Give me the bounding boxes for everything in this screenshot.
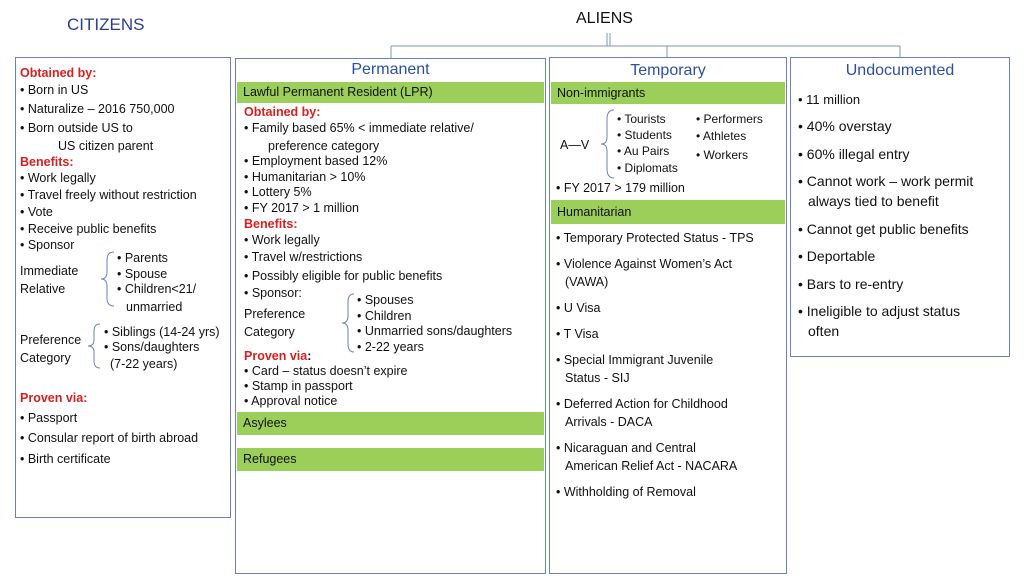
permanent-preference-label-1: Preference bbox=[244, 307, 306, 321]
citizens-benefits-label: Benefits: bbox=[20, 155, 74, 169]
temporary-item-nacara: • Nicaraguan and Central bbox=[556, 441, 696, 455]
permanent-benefits-label: Benefits: bbox=[244, 217, 298, 231]
permanent-obtained-4: • Humanitarian > 10% bbox=[244, 170, 366, 184]
citizens-obtained-4: US citizen parent bbox=[58, 139, 154, 153]
permanent-obtained-6: • FY 2017 > 1 million bbox=[244, 201, 359, 215]
permanent-obtained-5: • Lottery 5% bbox=[244, 185, 312, 199]
permanent-benefit-3: • Possibly eligible for public benefits bbox=[244, 269, 443, 283]
temporary-item-vawa-2: (VAWA) bbox=[565, 275, 609, 289]
undocumented-item-7b: often bbox=[808, 323, 840, 339]
temporary-item-daca: • Deferred Action for Childhood bbox=[556, 397, 728, 411]
refugees-bar: Refugees bbox=[237, 448, 544, 471]
citizens-title: CITIZENS bbox=[67, 15, 145, 34]
undocumented-item-5: • Deportable bbox=[798, 248, 876, 264]
permanent-benefit-2: • Travel w/restrictions bbox=[244, 250, 363, 264]
undocumented-11-million: • 11 million bbox=[798, 92, 861, 107]
permanent-benefit-4: • Sponsor: bbox=[244, 286, 302, 300]
undocumented-item-4: • Cannot get public benefits bbox=[798, 221, 969, 237]
undocumented-item-7: • Ineligible to adjust status bbox=[798, 303, 961, 319]
temporary-item-nacara-2: American Relief Act - NACARA bbox=[565, 459, 738, 473]
citizens-immediate-label-1: Immediate bbox=[20, 264, 79, 278]
citizens-preference-1: • Siblings (14-24 yrs) bbox=[104, 325, 220, 339]
undocumented-item-3: • Cannot work – work permit bbox=[798, 173, 974, 189]
temporary-item-vawa: • Violence Against Women’s Act bbox=[556, 257, 733, 271]
temporary-item-sij: • Special Immigrant Juvenile bbox=[556, 353, 714, 367]
preference-brace-icon bbox=[86, 322, 102, 370]
permanent-preference-1: • Spouses bbox=[357, 293, 414, 307]
undocumented-item-1: • 40% overstay bbox=[798, 118, 892, 134]
citizens-preference-label-2: Category bbox=[20, 351, 71, 365]
citizens-benefit-4: • Receive public benefits bbox=[20, 222, 157, 236]
lpr-bar: Lawful Permanent Resident (LPR) bbox=[237, 82, 544, 103]
temporary-item-daca-2: Arrivals - DACA bbox=[565, 415, 653, 429]
citizens-preference-label-1: Preference bbox=[20, 333, 82, 347]
citizens-proven-label: Proven via: bbox=[20, 391, 88, 405]
citizens-immediate-3: • Children<21/ bbox=[117, 282, 197, 296]
permanent-proven-colon: : bbox=[307, 349, 312, 363]
aliens-connector-lines bbox=[0, 0, 1024, 60]
av-au-pairs: • Au Pairs bbox=[617, 144, 670, 158]
permanent-obtained-label: Obtained by: bbox=[244, 105, 321, 119]
av-label: A—V bbox=[560, 138, 590, 152]
permanent-preference-4: • 2-22 years bbox=[357, 340, 424, 354]
citizens-benefit-2: • Travel freely without restriction bbox=[20, 188, 197, 202]
citizens-obtained-1: • Born in US bbox=[20, 83, 89, 97]
immediate-brace-icon bbox=[98, 250, 116, 308]
citizens-proven-3: • Birth certificate bbox=[20, 452, 111, 466]
citizens-benefit-3: • Vote bbox=[20, 205, 53, 219]
permanent-preference-3: • Unmarried sons/daughters bbox=[357, 324, 513, 338]
av-students: • Students bbox=[617, 128, 672, 142]
permanent-preference-2: • Children bbox=[357, 309, 412, 323]
permanent-obtained-1: • Family based 65% < immediate relative/ bbox=[244, 121, 474, 135]
av-diplomats: • Diplomats bbox=[617, 161, 678, 175]
av-performers: • Performers bbox=[696, 112, 763, 126]
undocumented-header: Undocumented bbox=[845, 62, 955, 79]
permanent-obtained-2: preference category bbox=[268, 139, 380, 153]
citizens-proven-2: • Consular report of birth abroad bbox=[20, 431, 199, 445]
temporary-item-tps: • Temporary Protected Status - TPS bbox=[556, 231, 754, 245]
permanent-proven-label-line bbox=[244, 349, 311, 364]
citizens-obtained-2: • Naturalize – 2016 750,000 bbox=[20, 102, 175, 116]
temporary-item-withholding: • Withholding of Removal bbox=[556, 485, 696, 499]
permanent-proven-1: • Card – status doesn’t expire bbox=[244, 364, 408, 378]
citizens-immediate-2: • Spouse bbox=[117, 267, 168, 281]
citizens-proven-1: • Passport bbox=[20, 411, 78, 425]
av-workers: • Workers bbox=[696, 148, 748, 162]
citizens-immediate-4: unmarried bbox=[126, 300, 183, 314]
permanent-preference-label-2: Category bbox=[244, 325, 295, 339]
av-brace-icon bbox=[598, 108, 616, 180]
permanent-benefit-1: • Work legally bbox=[244, 233, 320, 247]
undocumented-item-3b: always tied to benefit bbox=[808, 193, 939, 209]
temporary-item-sij-2: Status - SIJ bbox=[565, 371, 630, 385]
citizens-immediate-label-2: Relative bbox=[20, 282, 66, 296]
temporary-header: Temporary bbox=[630, 62, 706, 79]
nonimmigrants-bar: Non-immigrants bbox=[551, 82, 785, 104]
citizens-obtained-3: • Born outside US to bbox=[20, 121, 133, 135]
av-athletes: • Athletes bbox=[696, 129, 747, 143]
citizens-immediate-1: • Parents bbox=[117, 251, 168, 265]
citizens-preference-2: • Sons/daughters bbox=[104, 340, 200, 354]
av-tourists: • Tourists bbox=[617, 112, 666, 126]
permanent-proven-label: Proven via bbox=[244, 349, 308, 363]
humanitarian-bar: Humanitarian bbox=[551, 200, 785, 224]
citizens-benefit-5: • Sponsor bbox=[20, 238, 75, 252]
temporary-item-t-visa: • T Visa bbox=[556, 327, 599, 341]
permanent-preference-brace-icon bbox=[340, 292, 356, 354]
undocumented-item-6: • Bars to re-entry bbox=[798, 276, 904, 292]
permanent-proven-3: • Approval notice bbox=[244, 394, 338, 408]
citizens-benefit-1: • Work legally bbox=[20, 171, 96, 185]
temporary-fy: • FY 2017 > 179 million bbox=[556, 181, 685, 195]
permanent-obtained-3: • Employment based 12% bbox=[244, 154, 388, 168]
temporary-item-u-visa: • U Visa bbox=[556, 301, 601, 315]
permanent-proven-2: • Stamp in passport bbox=[244, 379, 353, 393]
aliens-title: ALIENS bbox=[576, 10, 633, 27]
citizens-obtained-label: Obtained by: bbox=[20, 66, 97, 80]
citizens-preference-3: (7-22 years) bbox=[110, 357, 178, 371]
undocumented-item-2: • 60% illegal entry bbox=[798, 146, 910, 162]
asylees-bar: Asylees bbox=[237, 412, 544, 435]
permanent-header: Permanent bbox=[351, 61, 430, 78]
